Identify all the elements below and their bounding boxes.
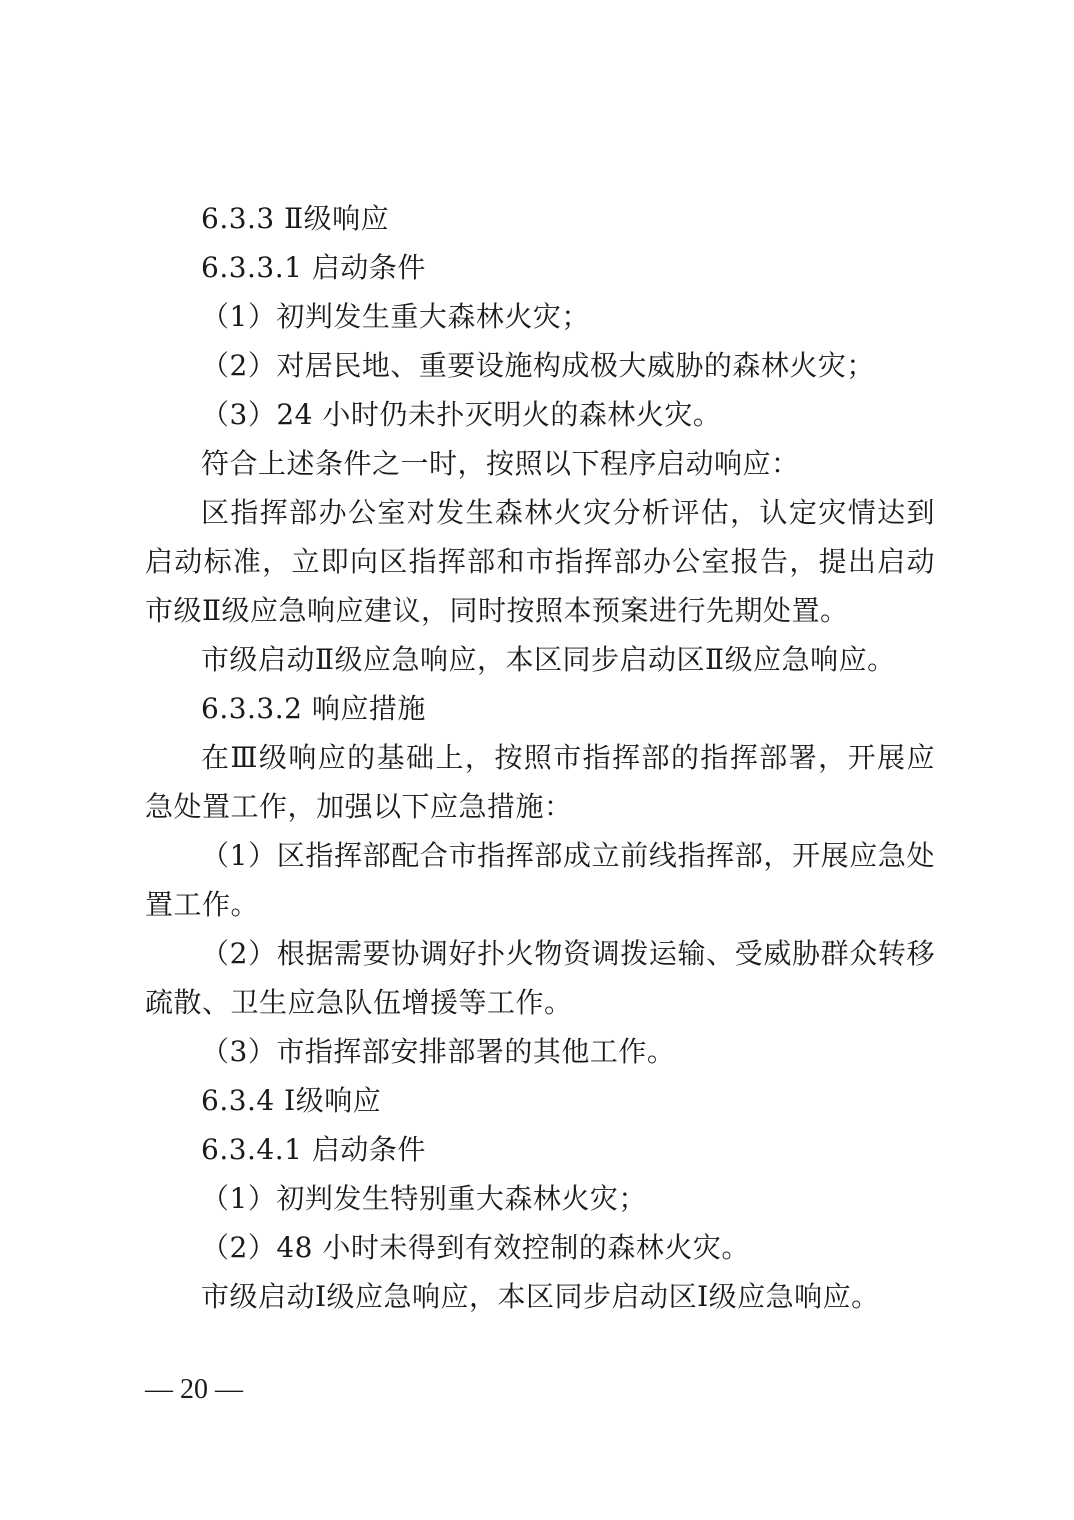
measures-intro: 在Ⅲ级响应的基础上，按照市指挥部的指挥部署，开展应急处置工作，加强以下应急措施： [145,741,935,823]
city-level-i-paragraph: 市级启动Ⅰ级应急响应，本区同步启动区Ⅰ级应急响应。 [201,1280,880,1313]
subheading-6-3-3-1: 6.3.3.1 启动条件 [201,251,426,284]
condition-item-1: （1）初判发生重大森林火灾； [201,300,590,333]
document-body [145,194,935,1321]
condition-item-2: （2）对居民地、重要设施构成极大威胁的森林火灾； [201,349,875,382]
city-level-ii-paragraph: 市级启动Ⅱ级应急响应，本区同步启动区Ⅱ级应急响应。 [201,643,896,676]
heading-6-3-3: 6.3.3 Ⅱ级响应 [201,202,390,235]
page-number: — 20 — [145,1374,243,1405]
measure-item-1: （1）区指挥部配合市指挥部成立前线指挥部，开展应急处置工作。 [145,839,935,921]
level-i-condition-1: （1）初判发生特别重大森林火灾； [201,1182,647,1215]
measure-item-2: （2）根据需要协调好扑火物资调拨运输、受威胁群众转移疏散、卫生应急队伍增援等工作。 [145,937,935,1019]
subheading-6-3-4-1: 6.3.4.1 启动条件 [201,1133,426,1166]
measure-item-3: （3）市指挥部安排部署的其他工作。 [201,1035,676,1068]
procedure-paragraph: 区指挥部办公室对发生森林火灾分析评估，认定灾情达到启动标准，立即向区指挥部和市指挥部办公室报告，提出启动市级Ⅱ级应急响应建议，同时按照本预案进行先期处置。 [145,496,935,627]
subheading-6-3-3-2: 6.3.3.2 响应措施 [201,692,426,725]
condition-item-3: （3）24 小时仍未扑灭明火的森林火灾。 [201,398,722,431]
level-i-condition-2: （2）48 小时未得到有效控制的森林火灾。 [201,1231,750,1264]
procedure-intro: 符合上述条件之一时，按照以下程序启动响应： [201,447,800,480]
heading-6-3-4: 6.3.4 Ⅰ级响应 [201,1084,382,1117]
